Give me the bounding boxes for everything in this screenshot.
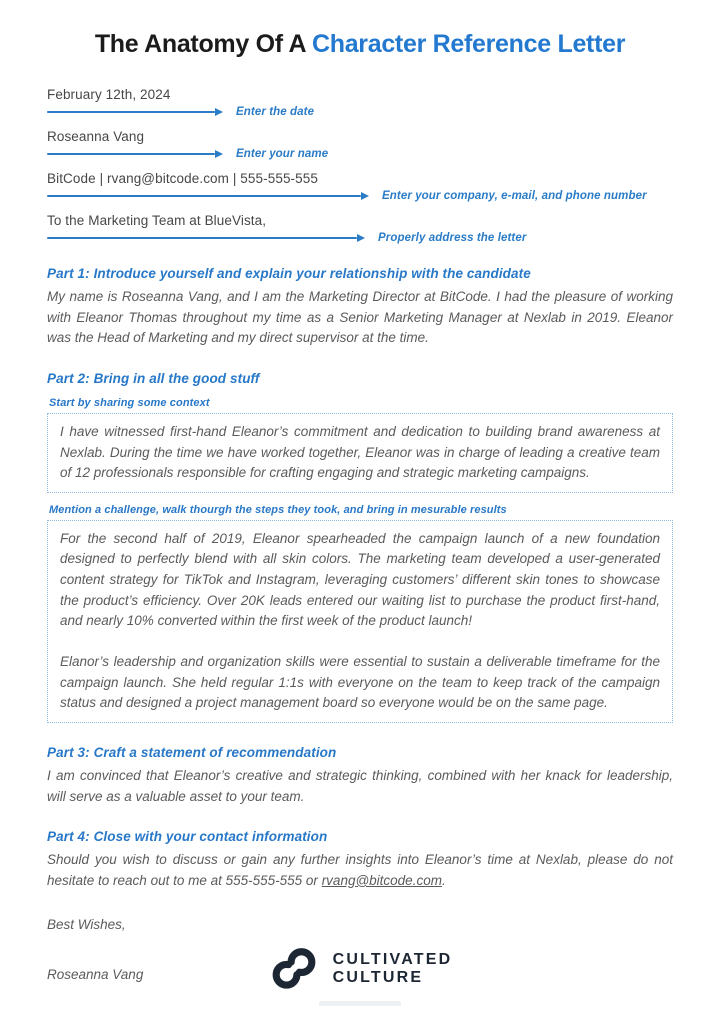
part4-body-start: Should you wish to discuss or gain any further insights into Eleanor’s time at Nexlab, please do not hesitate to reach out to me at 555-555-555 or: [47, 852, 673, 888]
email-link[interactable]: rvang@bitcode.com: [321, 872, 442, 888]
part3-body: I am convinced that Eleanor’s creative and strategic thinking, combined with her knack for leadership, will serve as a valuable asset to your team.: [47, 767, 673, 804]
part2-tip-challenge: Mention a challenge, walk thourgh the steps they took, and bring in mesurable results: [49, 503, 507, 516]
part4-body: [47, 850, 673, 891]
part2-context-paragraph: I have witnessed first-hand Eleanor’s commitment and dedication to building brand awareness at Nexlab. During the time we have worked together, Eleanor was in charge of leading a creative team of 12 professionals responsible for crafting engaging and strategic marketing campaigns.: [60, 423, 660, 481]
page-footer-bar: [319, 1001, 401, 1006]
brand-line-2: CULTURE: [332, 969, 424, 986]
page-title-prefix: The Anatomy Of A: [94, 30, 312, 58]
right-arrow-icon: [47, 111, 215, 113]
name-annotation-row: [47, 148, 673, 160]
part2-context-box: [47, 413, 673, 493]
cultivated-culture-logo-icon: [268, 946, 320, 992]
date-text: February 12th, 2024: [47, 87, 171, 102]
letterhead-row-date: [47, 87, 673, 118]
signature: Roseanna Vang: [47, 966, 144, 982]
letterhead-row-name: [47, 129, 673, 160]
contact-info-text: BitCode | rvang@bitcode.com | 555-555-555: [47, 171, 318, 186]
date-annotation-label: Enter the date: [236, 106, 315, 118]
part2-results-paragraph-2: Elanor’s leadership and organization skills were essential to sustain a deliverable timeframe for the campaign launch. She held regular 1:1s with everyone on the team to keep track of the campaign status and designed a project management board so everyone would be on the same page.: [60, 654, 660, 711]
part1-body: My name is Roseanna Vang, and I am the Marketing Director at BitCode. I had the pleasure of working with Eleanor Thomas throughout my time as a Senior Marketing Manager at Nexlab in 2019. Eleanor was the Head of Marketing and my direct supervisor at the time.: [47, 289, 673, 346]
sender-name-text: Roseanna Vang: [47, 129, 145, 144]
part1-heading: Part 1: Introduce yourself and explain your relationship with the candidate: [47, 266, 531, 281]
part2-heading: Part 2: Bring in all the good stuff: [47, 370, 260, 386]
part2-tip-context: Start by sharing some context: [49, 396, 210, 409]
page-title: [47, 30, 673, 59]
part3-heading: Part 3: Craft a statement of recommendation: [47, 744, 337, 760]
page-title-highlight: Character Reference Letter: [311, 30, 626, 58]
contact-annotation-label: Enter your company, e-mail, and phone number: [382, 190, 647, 202]
letterhead-row-recipient: [47, 213, 673, 244]
footer-brand: [0, 946, 720, 992]
right-arrow-icon: [47, 153, 215, 155]
letterhead-row-contact: [47, 171, 673, 202]
recipient-annotation-row: [47, 232, 673, 244]
date-annotation-row: [47, 106, 673, 118]
contact-annotation-row: [47, 190, 673, 202]
part2-results-box: [47, 520, 673, 723]
recipient-text: To the Marketing Team at BlueVista,: [47, 213, 267, 228]
part4-body-end: .: [441, 872, 446, 888]
part2-results-paragraph-1: For the second half of 2019, Eleanor spearheaded the campaign launch of a new foundation designed to perfectly blend with all skin colors. The marketing team developed a user-generated content strategy for TikTok and Instagram, leveraging customers’ different skin tones to showcase the product’s efficiency. Over 20K leads entered our waiting list to purchase the product first-hand, and nearly 10% converted within the first week of the product launch!: [60, 530, 660, 629]
part4-heading: Part 4: Close with your contact information: [47, 829, 328, 845]
right-arrow-icon: [47, 237, 357, 239]
brand-wordmark: [333, 951, 453, 988]
brand-line-1: CULTIVATED: [332, 950, 453, 968]
name-annotation-label: Enter your name: [236, 148, 329, 160]
recipient-annotation-label: Properly address the letter: [378, 232, 527, 244]
right-arrow-icon: [47, 195, 361, 197]
valediction: Best Wishes,: [47, 916, 126, 932]
